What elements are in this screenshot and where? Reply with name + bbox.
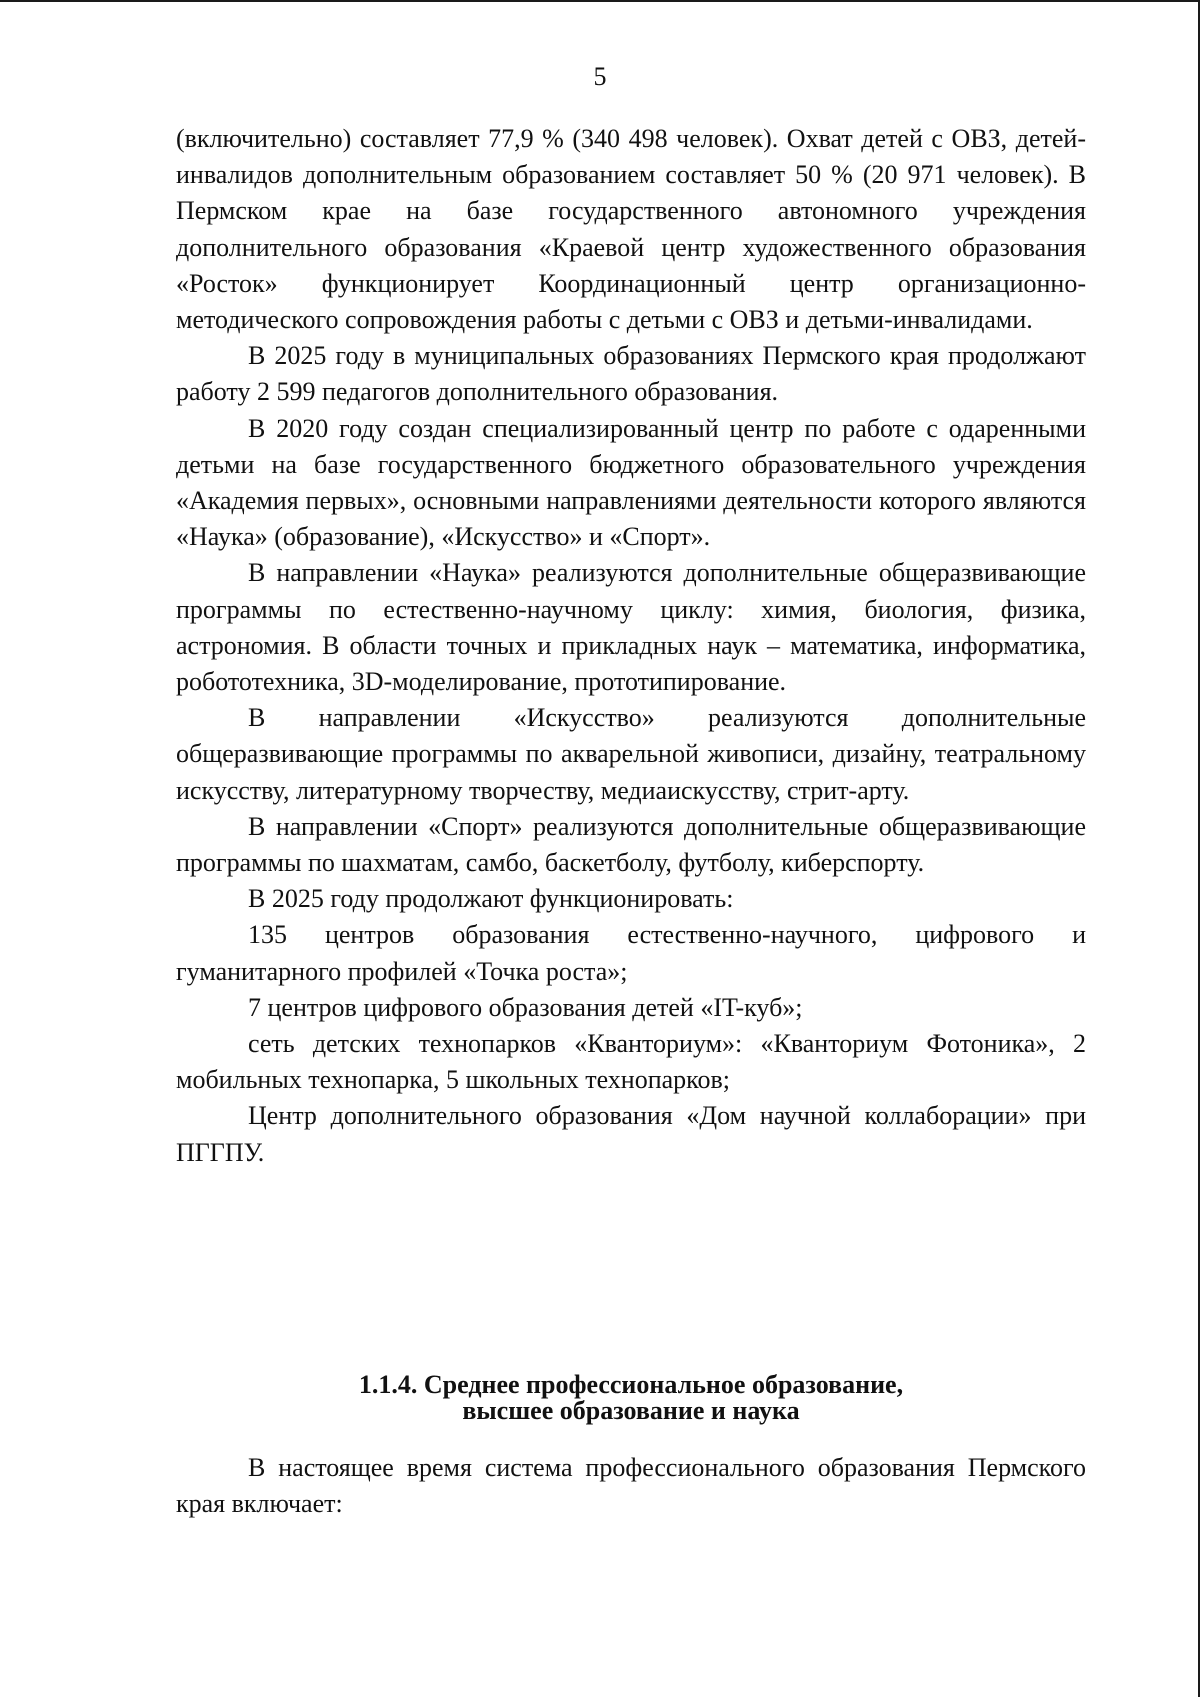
paragraph: 7 центров цифрового образования детей «IT-куб»; bbox=[248, 992, 803, 1022]
paragraph: (включительно) составляет 77,9 % (340 498 человек). Охват детей с ОВЗ, детей-инвалидов дополнительным образованием составляет 50 % (20 971 человек). В Пермском крае на базе государственного автономного учреждения дополнительного образования «Краевой центр художественного образования «Росток» функционирует Координационный центр организационно-методического сопровождения работы с детьми с ОВЗ и детьми-инвалидами. bbox=[176, 124, 1086, 335]
paragraph: В направлении «Искусство» реализуются дополнительные общеразвивающие программы по акварельной живописи, дизайну, театральному искусству, литературному творчеству, медиаискусству, стрит-арту. bbox=[176, 703, 1086, 805]
section-heading bbox=[176, 1372, 1086, 1424]
paragraph: Центр дополнительного образования «Дом научной коллаборации» при ПГГПУ. bbox=[176, 1101, 1086, 1167]
paragraph: В направлении «Спорт» реализуются дополнительные общеразвивающие программы по шахматам, самбо, баскетболу, футболу, киберспорту. bbox=[176, 811, 1086, 878]
paragraph: В настоящее время система профессионального образования Пермского края включает: bbox=[176, 1453, 1086, 1519]
page-number: 5 bbox=[593, 62, 607, 91]
paragraph: сеть детских технопарков «Кванториум»: «Кванториум Фотоника», 2 мобильных технопарка, 5 школьных технопарков; bbox=[176, 1029, 1086, 1095]
paragraph: В 2025 году в муниципальных образованиях Пермского края продолжают работу 2 599 педагогов дополнительного образования. bbox=[176, 341, 1086, 407]
section-heading-line: 1.1.4. Среднее профессиональное образование, bbox=[358, 1370, 904, 1399]
closing-text bbox=[176, 1450, 1086, 1522]
body-text bbox=[176, 121, 1086, 1171]
scan-edge-top bbox=[0, 0, 1200, 2]
paragraph: 135 центров образования естественно-научного, цифрового и гуманитарного профилей «Точка роста»; bbox=[176, 920, 1086, 986]
paragraph: В направлении «Наука» реализуются дополнительные общеразвивающие программы по естественно-научному циклу: химия, биология, физика, астрономия. В области точных и прикладных наук – математика, информатика, робототехника, 3D-моделирование, прототипирование. bbox=[176, 558, 1086, 697]
section-heading-line: высшее образование и наука bbox=[462, 1396, 800, 1425]
paragraph: В 2020 году создан специализированный центр по работе с одаренными детьми на базе государственного бюджетного образовательного учреждения «Академия первых», основными направлениями деятельности которого являются «Наука» (образование), «Искусство» и «Спорт». bbox=[176, 413, 1086, 552]
paragraph: В 2025 году продолжают функционировать: bbox=[248, 884, 734, 914]
